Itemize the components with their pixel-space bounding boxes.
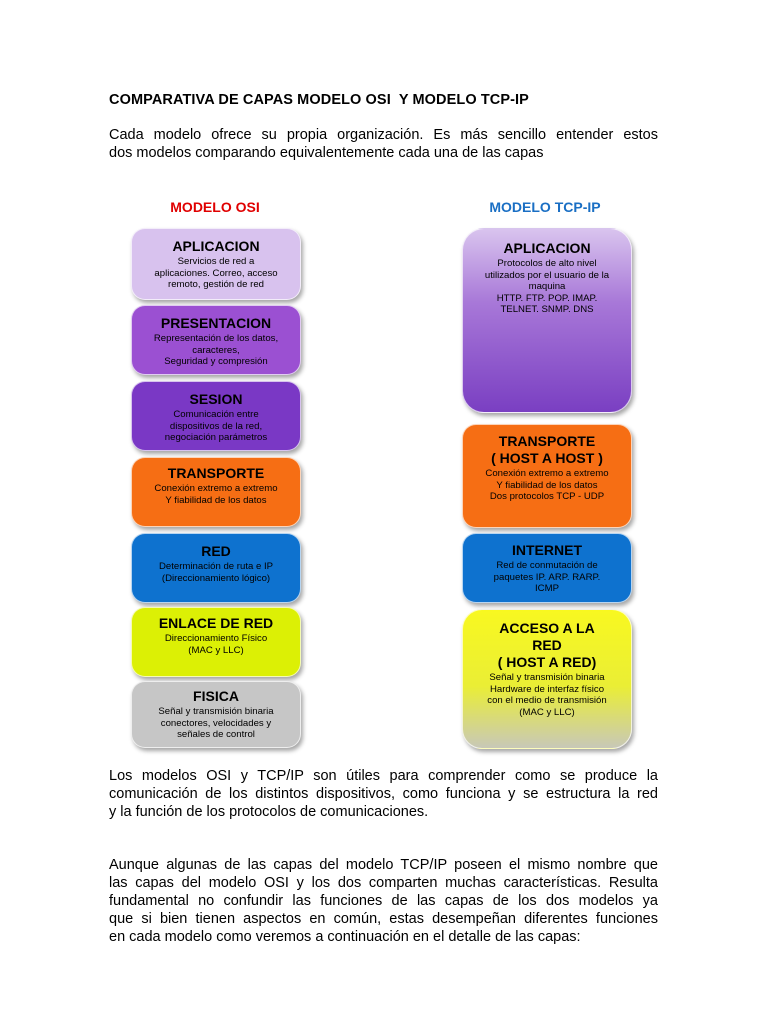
intro-line-2: dos modelos comparando equivalentemente cada una de las capas (109, 145, 544, 161)
tcpip-layer-desc: Red de conmutación de paquetes IP. ARP. RARP. ICMP (493, 560, 601, 594)
osi-layer-desc: Direccionamiento Físico (MAC y LLC) (164, 633, 268, 656)
tcpip-layer-aplicacion (462, 228, 632, 413)
paragraph-differences: Aunque algunas de las capas del modelo TCP/IP poseen el mismo nombre que las capas del modelo OSI y los dos comparten muchas características. Resulta fundamental no confundir las funciones de las capas de los dos modelos ya que si bien tienen aspectos en común, estas desempeñan diferentes funciones en cada modelo como veremos a continuación en el detalle de las capas: (109, 857, 658, 945)
osi-layer-aplicacion (131, 228, 301, 300)
intro-line-1: Cada modelo ofrece su propia organización. Es más sencillo entender estos (109, 127, 658, 143)
osi-layer-name: PRESENTACION (160, 315, 272, 331)
osi-layer-name: SESION (189, 391, 243, 407)
tcpip-layer-name: TRANSPORTE ( HOST A HOST ) (491, 433, 603, 466)
osi-layer-desc: Señal y transmisión binaria conectores, velocidades y señales de control (158, 706, 274, 740)
osi-layer-red (131, 533, 301, 603)
tcpip-layer-desc: Conexión extremo a extremo Y fiabilidad de los datos Dos protocolos TCP - UDP (485, 468, 609, 502)
osi-layer-desc: Conexión extremo a extremo Y fiabilidad de los datos (154, 483, 278, 506)
tcpip-title: MODELO TCP-IP (489, 199, 601, 215)
osi-layer-desc: Determinación de ruta e IP (Direccionamiento lógico) (158, 561, 274, 584)
osi-layer-presentacion (131, 305, 301, 375)
tcpip-layer-name: APLICACION (503, 240, 591, 256)
page-title: COMPARATIVA DE CAPAS MODELO OSI Y MODELO TCP-IP (109, 92, 529, 108)
osi-layer-name: APLICACION (172, 238, 260, 254)
osi-layer-desc: Comunicación entre dispositivos de la red, negociación parámetros (164, 409, 268, 443)
osi-layer-transporte (131, 457, 301, 527)
intro-paragraph (109, 126, 658, 162)
tcpip-layer-internet (462, 533, 632, 603)
osi-layer-enlace (131, 607, 301, 677)
osi-layer-desc: Representación de los datos, caracteres, Seguridad y compresión (153, 333, 279, 367)
tcpip-layer-name: ACCESO A LA RED ( HOST A RED) (497, 620, 597, 670)
tcpip-layer-transporte (462, 424, 632, 528)
osi-layer-name: FISICA (193, 688, 239, 704)
osi-layer-name: RED (201, 543, 231, 559)
osi-layer-name: ENLACE DE RED (158, 615, 274, 631)
osi-layer-sesion (131, 381, 301, 451)
osi-title: MODELO OSI (170, 199, 260, 215)
tcpip-layer-acceso (462, 609, 632, 749)
paragraph-models-useful: Los modelos OSI y TCP/IP son útiles para comprender como se produce la comunicación de los distintos dispositivos, como funciona y se estructura la red y la función de los protocolos de comunicaciones. (109, 768, 658, 820)
osi-layer-name: TRANSPORTE (167, 465, 265, 481)
tcpip-layer-name: INTERNET (512, 542, 582, 558)
osi-layer-desc: Servicios de red a aplicaciones. Correo, acceso remoto, gestión de red (154, 256, 278, 290)
tcpip-layer-desc: Señal y transmisión binaria Hardware de interfaz físico con el medio de transmisión (MAC y LLC) (487, 672, 607, 718)
osi-layer-fisica (131, 681, 301, 748)
tcpip-layer-desc: Protocolos de alto nivel utilizados por el usuario de la maquina HTTP. FTP. POP. IMAP. TELNET. SNMP. DNS (484, 258, 610, 315)
